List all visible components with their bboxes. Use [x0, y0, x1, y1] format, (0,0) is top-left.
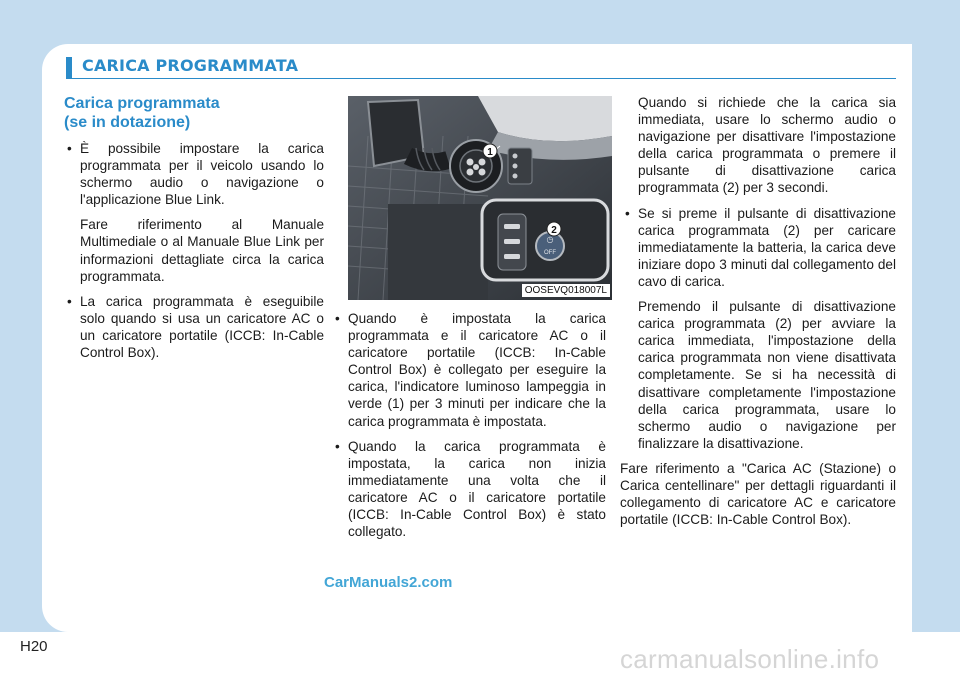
charging-port-photo	[348, 96, 612, 300]
bullet-list	[62, 293, 324, 361]
site-watermark: carmanualsonline.info	[620, 644, 880, 674]
bullet-note: Premendo il pulsante di disattivazione carica programmata (2) per avviare la carica immediata, l'impostazione della carica programmata non viene disattivata completamente. Se si ha necessità di disattivare completamente l'impostazione della carica programmata, usare lo schermo audio o navigazione per finalizzare la disattivazione.	[638, 299, 896, 451]
bullet-item: • Se si preme il pulsante di disattivazione carica programmata (2) per caricare immediatamente la batteria, la carica deve iniziare dopo 3 minuti dal collegamento del cavo di carica.	[620, 205, 896, 290]
bullet-item: • È possibile impostare la carica programmata per il veicolo usando lo schermo audio o navigazione o l'applicazione Blue Link.	[62, 140, 324, 208]
page-number: H20	[20, 638, 48, 655]
charging-port-illustration	[348, 96, 612, 300]
callout-1-label: 1	[487, 147, 493, 158]
figure-code: OOSEVQ018007L	[522, 284, 610, 297]
column-middle	[330, 310, 606, 548]
watermark-link[interactable]: CarManuals2.com	[324, 574, 453, 591]
bullet-note: Fare riferimento al Manuale Multimediale o al Manuale Blue Link per informazioni dettagliate circa la carica programmata.	[80, 217, 324, 284]
section-accent-bar	[66, 57, 72, 79]
bullet-list	[620, 205, 896, 290]
svg-text:◷: ◷	[546, 235, 554, 244]
subsection-heading	[64, 94, 324, 132]
paragraph: Fare riferimento a "Carica AC (Stazione) o Carica centellinare" per dettagli riguardanti il collegamento di caricatore AC e caricatore portatile (ICCB: In-Cable Control Box).	[620, 460, 896, 528]
column-right	[620, 94, 896, 536]
bullet-item: • La carica programmata è eseguibile solo quando si usa un caricatore AC o un caricatore portatile (ICCB: In-Cable Control Box).	[62, 293, 324, 361]
bullet-item: • Quando è impostata la carica programmata e il caricatore AC o il caricatore portatile (ICCB: In-Cable Control Box) è collegato per eseguire la carica, l'indicatore luminoso lampeggia in verde (1) per 3 minuti per indicare che la carica programmata è impostata.	[330, 310, 606, 430]
section-rule	[66, 78, 896, 79]
bullet-item: • Quando la carica programmata è impostata, la carica non inizia immediatamente una volta che il caricatore AC o il caricatore portatile (ICCB: In-Cable Control Box) è stato collegato.	[330, 438, 606, 541]
heading-line-1: Carica programmata	[64, 95, 220, 112]
callout-2-label: 2	[551, 225, 557, 236]
section-title: CARICA PROGRAMMATA	[82, 56, 299, 75]
heading-line-2: (se in dotazione)	[64, 114, 191, 131]
paragraph: Quando si richiede che la carica sia immediata, usare lo schermo audio o navigazione per disattivare l'impostazione della carica programmata o premere il pulsante di disattivazione carica programmata (2) per 3 secondi.	[638, 95, 896, 196]
column-left	[62, 94, 324, 369]
bullet-list	[62, 140, 324, 208]
bullet-list	[330, 310, 606, 540]
off-button-text: OFF	[544, 250, 556, 256]
